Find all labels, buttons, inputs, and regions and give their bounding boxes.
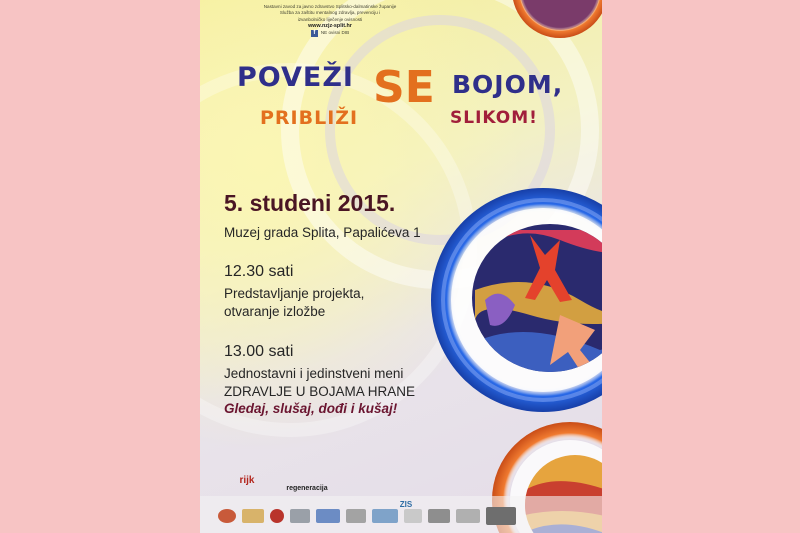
event-date: 5. studeni 2015. — [224, 190, 396, 216]
sponsor-logo — [486, 507, 516, 525]
event-venue: Muzej grada Splita, Papalićeva 1 — [224, 225, 421, 240]
description-line: Predstavljanje projekta, — [224, 286, 365, 301]
sponsor-logo — [428, 509, 450, 523]
regeneracija-label: regeneracija — [286, 485, 328, 492]
facebook-label: NE ovisni DIB — [320, 29, 350, 35]
description-line: otvaranje izložbe — [224, 304, 326, 319]
title-se: SE — [373, 62, 435, 113]
description-line: Jednostavni i jedinstveni meni — [224, 366, 404, 381]
event-time-2: 13.00 sati — [224, 343, 294, 360]
sponsor-logo — [242, 509, 264, 523]
event-poster — [200, 0, 602, 533]
event-slogan: Gledaj, slušaj, dođi i kušaj! — [224, 401, 398, 416]
sponsor-logo — [218, 509, 236, 523]
facebook-icon: f — [311, 30, 318, 37]
title-povezi: POVEŽI — [237, 62, 354, 93]
description-line: ZDRAVLJE U BOJAMA HRANE — [224, 384, 416, 399]
sponsor-logo — [404, 509, 422, 523]
event-time-1: 12.30 sati — [224, 263, 294, 280]
sponsor-logo — [290, 509, 310, 523]
sponsor-logo — [456, 509, 480, 523]
title-bojom: BOJOM, — [452, 70, 564, 99]
organizer-header — [250, 4, 410, 37]
sponsor-logo — [270, 509, 284, 523]
orange-circle-top — [512, 0, 602, 38]
sponsor-logos — [218, 505, 524, 527]
event-description-1 — [224, 285, 364, 321]
sponsor-logo — [372, 509, 398, 523]
rijk-logo — [218, 475, 276, 486]
organizer-line: izvanbolničko liječenje ovisnosti — [297, 16, 363, 22]
sponsor-logo — [346, 509, 366, 523]
organizer-line: Služba za zaštitu mentalnog zdravlja, prevenciju i — [279, 10, 381, 16]
event-description-2 — [224, 365, 415, 401]
blue-circle-painting — [431, 188, 602, 412]
regeneracija-logo — [284, 476, 330, 492]
facebook-line — [250, 30, 410, 37]
organizer-line: Nastavni zavod za javno zdravstvo Splitsko-dalmatinske županije — [263, 4, 397, 9]
title-priblizi: PRIBLIŽI — [260, 107, 359, 129]
website-link: www.nzjz-split.hr — [308, 23, 352, 30]
title-slikom: SLIKOM! — [450, 108, 538, 128]
zis-logo: ZIS — [399, 500, 413, 509]
sponsor-logo — [316, 509, 340, 523]
rijk-logo-mark: rijk — [239, 475, 255, 486]
